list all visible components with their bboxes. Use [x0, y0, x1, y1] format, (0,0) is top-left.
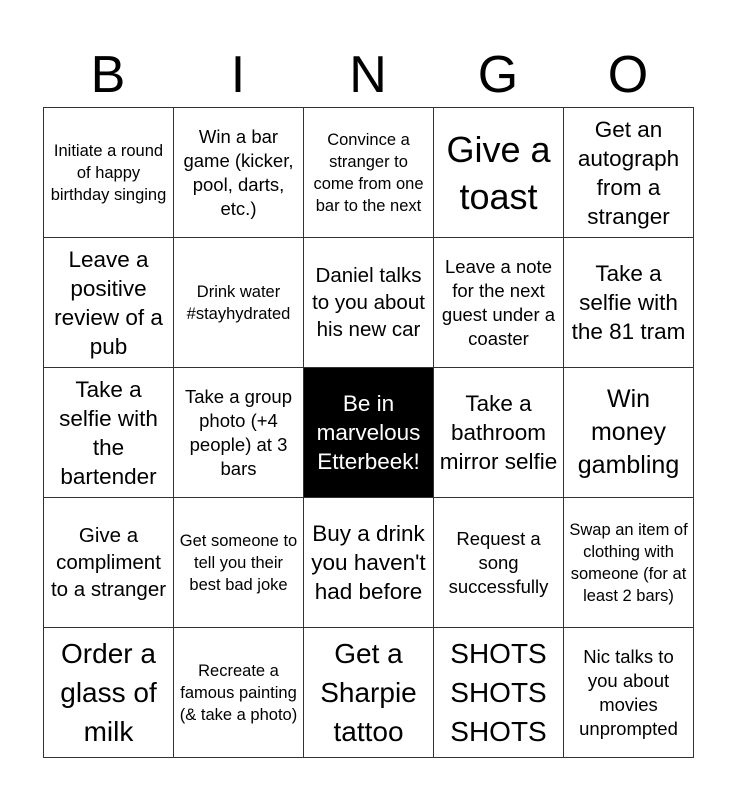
bingo-cell-text: Take a selfie with the bartender: [59, 376, 158, 489]
bingo-cell-text: Leave a note for the next guest under a coaster: [441, 255, 556, 349]
bingo-cell[interactable]: [434, 238, 564, 368]
bingo-cell-text: Buy a drink you haven't had before: [311, 521, 426, 604]
header-letter-i: I: [230, 46, 246, 104]
bingo-cell-text: Get a Sharpie tattoo: [320, 638, 417, 747]
bingo-free-cell[interactable]: [304, 368, 434, 498]
bingo-cell[interactable]: [174, 108, 304, 238]
bingo-cell[interactable]: [564, 498, 694, 628]
header-letter-b: B: [90, 46, 126, 104]
bingo-cell-text: Request a song successfully: [448, 527, 549, 597]
bingo-cell[interactable]: [304, 108, 434, 238]
bingo-cell[interactable]: [44, 628, 174, 758]
bingo-cell[interactable]: [434, 368, 564, 498]
bingo-cell-text: Leave a positive review of a pub: [54, 246, 163, 359]
header-letter-o: O: [607, 46, 649, 104]
bingo-cell-text: Convince a stranger to come from one bar to the next: [313, 130, 424, 215]
bingo-cell-text: Win a bar game (kicker, pool, darts, etc.): [183, 125, 294, 219]
bingo-cell-text: Recreate a famous painting (& take a photo): [179, 661, 298, 724]
bingo-cell-text: Take a group photo (+4 people) at 3 bars: [185, 385, 292, 479]
bingo-cell-text: Initiate a round of happy birthday singing: [50, 141, 167, 204]
bingo-cell-text: Swap an item of clothing with someone (for at least 2 bars): [569, 520, 688, 605]
bingo-cell[interactable]: [564, 628, 694, 758]
bingo-cell-text: Get an autograph from a stranger: [577, 116, 680, 229]
bingo-cell[interactable]: [174, 368, 304, 498]
bingo-cell-text: Drink water #stayhydrated: [186, 282, 291, 323]
bingo-cell-text: Win money gambling: [577, 385, 680, 479]
bingo-cell[interactable]: [434, 628, 564, 758]
bingo-cell-text: Give a toast: [446, 128, 551, 217]
bingo-header: [43, 42, 693, 108]
bingo-cell[interactable]: [434, 108, 564, 238]
bingo-cell-text: Order a glass of milk: [60, 638, 157, 747]
bingo-cell[interactable]: [564, 368, 694, 498]
bingo-cell[interactable]: [304, 238, 434, 368]
bingo-cell[interactable]: [174, 498, 304, 628]
bingo-cell[interactable]: [44, 108, 174, 238]
bingo-grid: [43, 107, 694, 758]
bingo-cell[interactable]: [44, 238, 174, 368]
bingo-cell[interactable]: [434, 498, 564, 628]
bingo-cell[interactable]: [174, 238, 304, 368]
bingo-cell-text: Take a bathroom mirror selfie: [439, 391, 558, 474]
bingo-cell[interactable]: [564, 108, 694, 238]
bingo-cell[interactable]: [44, 368, 174, 498]
bingo-cell-text: Give a compliment to a stranger: [50, 524, 167, 601]
header-letter-g: G: [477, 46, 519, 104]
bingo-cell-text: Nic talks to you about movies unprompted: [579, 645, 678, 739]
bingo-cell-text: Daniel talks to you about his new car: [312, 264, 425, 341]
bingo-cell[interactable]: [174, 628, 304, 758]
bingo-cell-text: Take a selfie with the 81 tram: [571, 261, 686, 344]
bingo-cell[interactable]: [304, 628, 434, 758]
bingo-cell[interactable]: [564, 238, 694, 368]
bingo-cell-text: SHOTS SHOTS SHOTS: [450, 638, 547, 747]
header-letter-n: N: [349, 46, 387, 104]
bingo-cell-text: Get someone to tell you their best bad joke: [179, 531, 298, 594]
bingo-cell-text: Be in marvelous Etterbeek!: [316, 391, 421, 474]
bingo-cell[interactable]: [44, 498, 174, 628]
bingo-cell[interactable]: [304, 498, 434, 628]
